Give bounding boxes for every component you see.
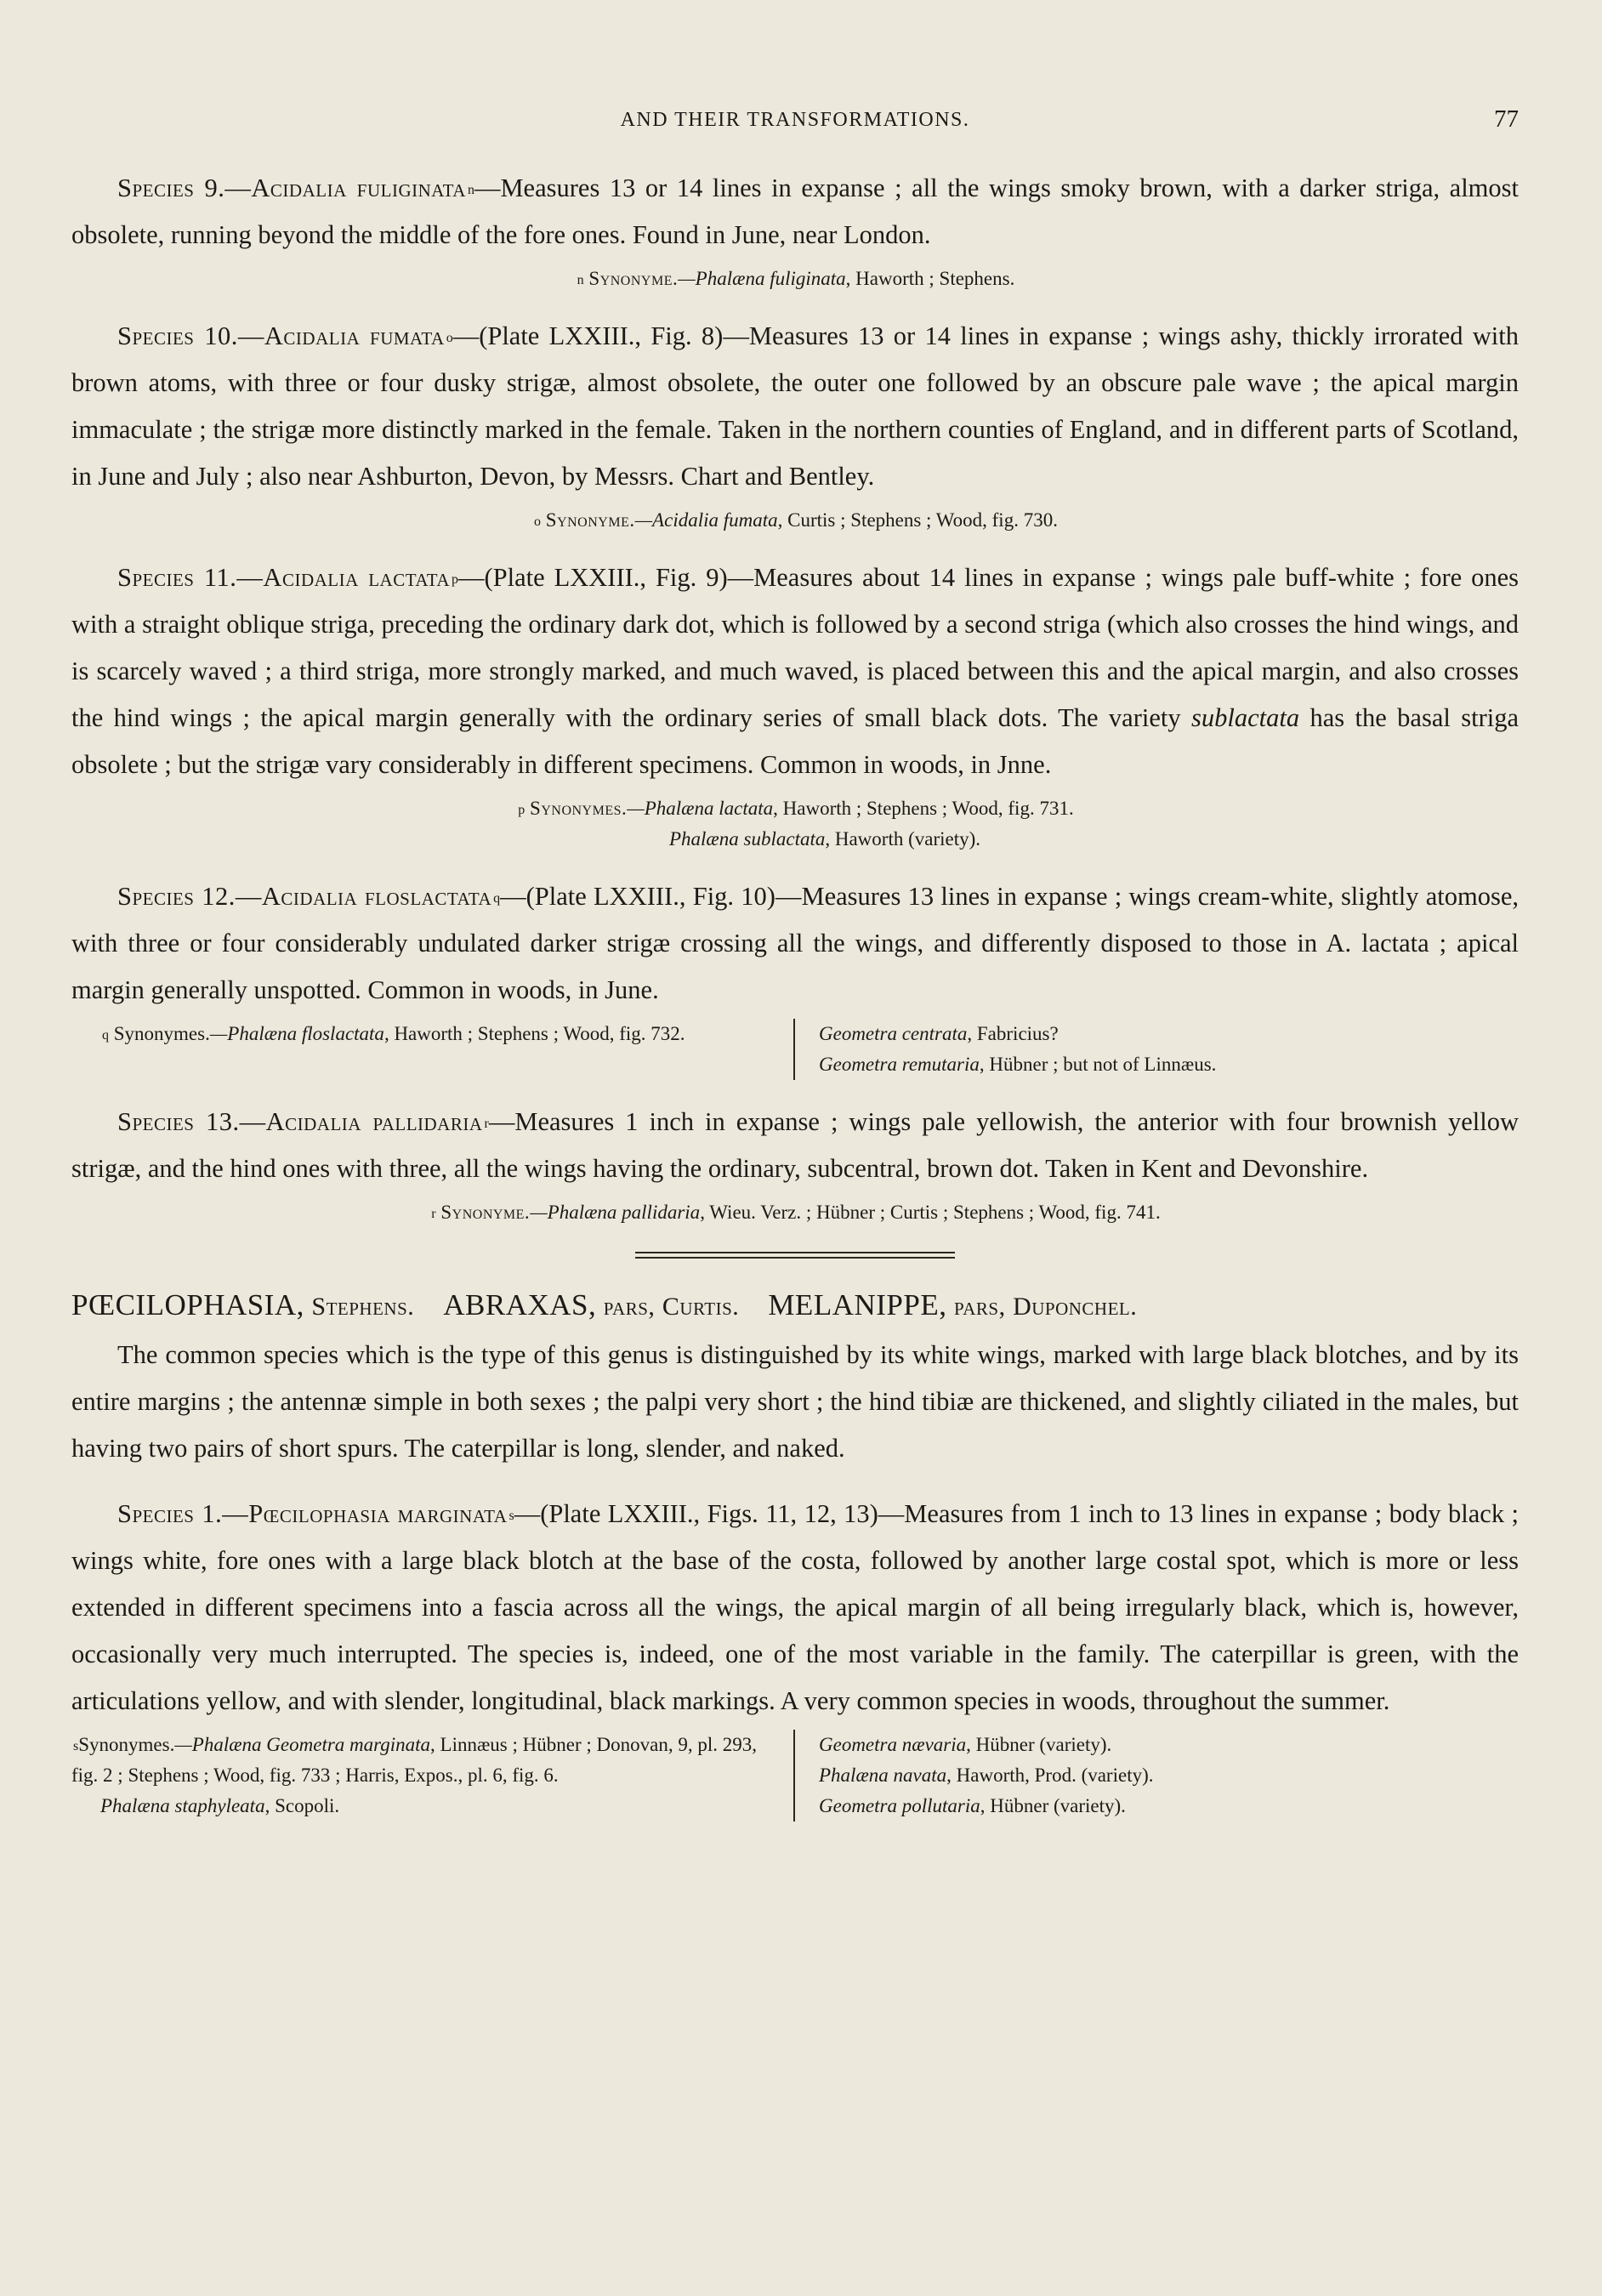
synonym-name: —Phalæna Geometra marginata: [174, 1734, 431, 1755]
synonym-label: Synonyme.: [588, 268, 679, 289]
species-11-text-cont: has the basal striga obsolete ; but the strigæ vary considerably in different specimens. Common in woods, in Jnne.: [71, 703, 1519, 779]
genus-author: Duponchel.: [1013, 1293, 1138, 1321]
species-p1-text: —(Plate LXXIII., Figs. 11, 12, 13)—Measures from 1 inch to 13 lines in expanse ; body black ; wings white, fore ones with a large black blotch at the base of the costa, followed by another large costal spot, which is more or less extended in different specimens into a fascia across all the wings, the apical margin of all being irregularly black, which is, however, occasionally very much interrupted. The species is, indeed, one of the most variable in the family. The caterpillar is green, with the articulations yellow, and with slender, longitudinal, black markings. A very common species in woods, throughout the summer.: [71, 1499, 1519, 1715]
synonyms-right-column: [795, 1730, 1519, 1821]
footnote-mark: p: [452, 572, 459, 587]
synonym-name: —Phalæna pallidaria: [530, 1202, 701, 1223]
footnote-mark: n: [467, 183, 474, 197]
footnote-mark: p: [518, 803, 525, 817]
species-p1-entry: [71, 1491, 1519, 1821]
synonym-name: —Phalæna floslactata: [209, 1023, 384, 1044]
species-11-heading: Species 11.—Acidalia lactata: [117, 563, 451, 592]
synonyms-left-column: [71, 1730, 795, 1821]
species-9-description: [71, 165, 1519, 259]
synonym-label: Synonymes.: [530, 798, 628, 819]
synonym-citation: , Haworth (variety).: [825, 828, 981, 850]
synonym-citation: , Hübner ; but not of Linnæus.: [979, 1054, 1217, 1075]
synonym-label: Synonymes.: [78, 1734, 175, 1755]
footnote-mark: r: [431, 1207, 436, 1221]
synonym-citation: , Hübner (variety).: [980, 1795, 1126, 1816]
species-10-entry: [71, 313, 1519, 536]
species-11-description: [71, 554, 1519, 788]
genus-author: Curtis.: [662, 1293, 740, 1321]
species-12-synonyms: [71, 1019, 1519, 1080]
genus-name: PŒCILOPHASIA,: [71, 1288, 304, 1321]
species-13-text: —Measures 1 inch in expanse ; wings pale yellowish, the anterior with four brownish yellow strigæ, and the hind ones with three, all the wings having the ordinary, subcentral, brown dot. Taken in Kent and Devonshire.: [71, 1107, 1519, 1183]
genus-section: [71, 1284, 1519, 1472]
synonyms-right-column: [795, 1019, 1519, 1080]
footnote-mark: q: [493, 891, 501, 906]
species-13-description: [71, 1099, 1519, 1192]
species-13-heading: Species 13.—Acidalia pallidaria: [117, 1107, 483, 1136]
species-13-synonyms: [71, 1197, 1519, 1228]
species-9-synonyms: [71, 264, 1519, 294]
synonym-label: Synonyme.: [545, 509, 635, 531]
genus-pars: pars,: [953, 1293, 1006, 1321]
genus-name: ABRAXAS,: [443, 1288, 597, 1321]
species-10-synonyms: [71, 505, 1519, 536]
synonym-citation: , Scopoli.: [264, 1795, 340, 1816]
running-title: AND THEIR TRANSFORMATIONS.: [620, 109, 970, 131]
species-12-heading: Species 12.—Acidalia floslactata: [117, 882, 492, 911]
synonym-name: —Phalæna lactata: [627, 798, 774, 819]
footnote-mark: s: [73, 1739, 79, 1753]
species-9-text: —Measures 13 or 14 lines in expanse ; all the wings smoky brown, with a darker striga, almost obsolete, running beyond the middle of the fore ones. Found in June, near London.: [71, 173, 1519, 249]
synonym-name: Geometra pollutaria: [819, 1795, 980, 1816]
synonym-label: Synonyme.: [440, 1202, 531, 1223]
synonym-name: —Phalæna fuliginata: [678, 268, 846, 289]
variety-name: sublactata: [1191, 703, 1300, 732]
running-head: [71, 105, 1519, 146]
synonyms-left-column: [71, 1019, 795, 1080]
footnote-mark: r: [484, 1117, 489, 1131]
synonym-name: Geometra nævaria: [819, 1734, 967, 1755]
species-p1-synonyms: [71, 1730, 1519, 1821]
species-10-description: [71, 313, 1519, 500]
page-number: 77: [1494, 105, 1519, 133]
synonym-citation: , Haworth ; Stephens ; Wood, fig. 731.: [773, 798, 1074, 819]
synonym-citation: , Haworth ; Stephens.: [845, 268, 1015, 289]
species-13-entry: [71, 1099, 1519, 1228]
synonym-name: Phalæna navata: [819, 1765, 947, 1786]
species-p1-description: [71, 1491, 1519, 1725]
species-p1-heading: Species 1.—Pœcilophasia marginata: [117, 1499, 508, 1528]
species-10-heading: Species 10.—Acidalia fumata: [117, 321, 445, 350]
footnote-mark: n: [577, 273, 584, 287]
genus-name: MELANIPPE,: [768, 1288, 947, 1321]
synonym-citation: , Fabricius?: [967, 1023, 1059, 1044]
synonym-label: Synonymes.: [113, 1023, 210, 1044]
synonym-citation: , Haworth, Prod. (variety).: [946, 1765, 1154, 1786]
footnote-mark: q: [102, 1028, 109, 1043]
synonym-citation: , Hübner (variety).: [966, 1734, 1112, 1755]
genus-pars: pars,: [603, 1293, 656, 1321]
synonym-name: Phalæna staphyleata: [100, 1795, 265, 1816]
species-11-text: —(Plate LXXIII., Fig. 9)—Measures about 14 lines in expanse ; wings pale buff-white ; fore ones with a straight oblique striga, preceding the ordinary dark dot, which is followed by a second striga (which also crosses the hind wings, and is scarcely waved ; a third striga, more strongly marked, and much waved, is placed between this and the apical margin, and also crosses the hind wings ; the apical margin generally with the ordinary series of small black dots. The variety: [71, 563, 1520, 732]
genus-author: Stephens.: [311, 1293, 415, 1321]
section-divider: [635, 1252, 955, 1259]
species-12-text: —(Plate LXXIII., Fig. 10)—Measures 13 lines in expanse ; wings cream-white, slightly atomose, with three or four considerably undulated darker strigæ crossing all the wings, and differently disposed to those in A. lactata ; apical margin generally unspotted. Common in woods, in June.: [71, 882, 1519, 1004]
synonym-citation: , Curtis ; Stephens ; Wood, fig. 730.: [777, 509, 1058, 531]
species-9-heading: Species 9.—Acidalia fuliginata: [117, 173, 466, 202]
footnote-mark: o: [534, 514, 542, 529]
synonym-citation: , Linnæus ; Hübner ; Donovan, 9, pl. 293, fig. 2 ; Stephens ; Wood, fig. 733 ; Harris, Expos., pl. 6, fig. 6.: [71, 1734, 757, 1786]
synonym-citation: , Haworth ; Stephens ; Wood, fig. 732.: [383, 1023, 685, 1044]
footnote-mark: s: [508, 1509, 514, 1523]
species-12-entry: [71, 873, 1519, 1080]
synonym-citation: , Wieu. Verz. ; Hübner ; Curtis ; Stephens ; Wood, fig. 741.: [700, 1202, 1161, 1223]
genus-description: The common species which is the type of this genus is distinguished by its white wings, marked with large black blotches, and by its entire margins ; the antennæ simple in both sexes ; the palpi very short ; the hind tibiæ are thickened, and slightly ciliated in the males, but having two pairs of short spurs. The caterpillar is long, slender, and naked.: [71, 1340, 1519, 1463]
genus-heading: [71, 1284, 1519, 1328]
synonym-name: Phalæna sublactata: [668, 828, 826, 850]
synonym-name: Geometra remutaria: [819, 1054, 980, 1075]
species-11-entry: [71, 554, 1519, 855]
species-10-text: —(Plate LXXIII., Fig. 8)—Measures 13 or 14 lines in expanse ; wings ashy, thickly irrorated with brown atoms, with three or four dusky strigæ, almost obsolete, the outer one followed by an obscure pale wave ; the apical margin immaculate ; the strigæ more distinctly marked in the female. Taken in the northern counties of England, and in different parts of Scotland, in June and July ; also near Ashburton, Devon, by Messrs. Chart and Bentley.: [71, 321, 1519, 491]
footnote-mark: o: [446, 331, 453, 345]
species-12-description: [71, 873, 1519, 1014]
species-9-entry: [71, 165, 1519, 294]
species-11-synonyms: [71, 793, 1519, 855]
synonym-name: —Acidalia fumata: [634, 509, 778, 531]
synonym-name: Geometra centrata: [819, 1023, 968, 1044]
